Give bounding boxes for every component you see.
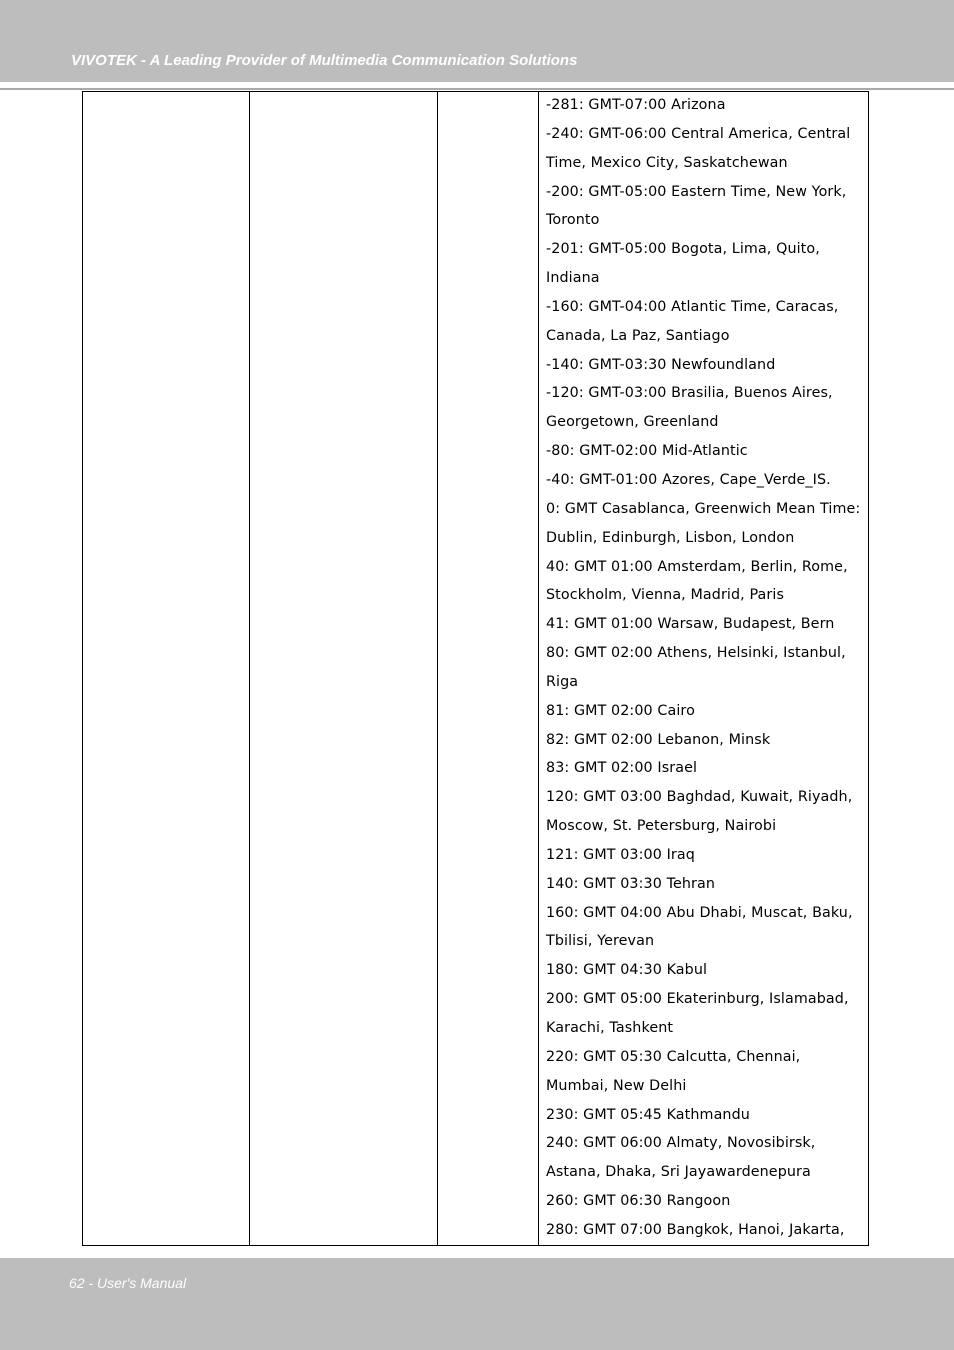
timezone-option <box>546 899 866 957</box>
timezone-option-text: 260: GMT 06:30 Rangoon <box>546 1193 731 1210</box>
header-title: VIVOTEK - A Leading Provider of Multimedia Communication Solutions <box>71 52 578 69</box>
timezone-option-text-continued: Moscow, St. Petersburg, Nairobi <box>546 818 777 835</box>
timezone-option-text: 240: GMT 06:00 Almaty, Novosibirsk, <box>546 1135 816 1152</box>
table-column-divider <box>437 91 438 1246</box>
timezone-option-text: 81: GMT 02:00 Cairo <box>546 702 695 719</box>
timezone-option <box>546 178 866 236</box>
timezone-option-text: -240: GMT-06:00 Central America, Central <box>546 125 851 142</box>
timezone-option-text: 121: GMT 03:00 Iraq <box>546 846 695 863</box>
page-number-label: 62 - User's Manual <box>69 1275 187 1291</box>
timezone-option-text-continued: Stockholm, Vienna, Madrid, Paris <box>546 587 784 604</box>
timezone-option <box>546 985 866 1043</box>
timezone-option-text: -201: GMT-05:00 Bogota, Lima, Quito, <box>546 241 820 258</box>
timezone-option-text-continued: Karachi, Tashkent <box>546 1020 674 1036</box>
timezone-option-text-continued: Canada, La Paz, Santiago <box>546 327 730 344</box>
timezone-option <box>546 639 866 697</box>
timezone-option-text-continued: Time, Mexico City, Saskatchewan <box>546 154 788 171</box>
timezone-option <box>546 956 866 985</box>
timezone-option-text-continued: Astana, Dhaka, Sri Jayawardenepura <box>546 1164 811 1181</box>
timezone-option-text: 80: GMT 02:00 Athens, Helsinki, Istanbul, <box>546 645 846 662</box>
timezone-option <box>546 437 866 466</box>
timezone-option <box>546 610 866 639</box>
timezone-option-text: -140: GMT-03:30 Newfoundland <box>546 356 776 373</box>
timezone-option <box>546 870 866 899</box>
timezone-option <box>546 1101 866 1130</box>
header-divider <box>0 88 954 90</box>
table-column-divider <box>249 91 250 1246</box>
header-band <box>0 0 954 82</box>
timezone-option <box>546 754 866 783</box>
timezone-option-text: 83: GMT 02:00 Israel <box>546 760 698 777</box>
timezone-option <box>546 1216 866 1245</box>
timezone-option-text: -160: GMT-04:00 Atlantic Time, Caracas, <box>546 298 839 315</box>
timezone-option-text: 280: GMT 07:00 Bangkok, Hanoi, Jakarta, <box>546 1221 845 1238</box>
timezone-option-text-continued: Dublin, Edinburgh, Lisbon, London <box>546 529 795 546</box>
timezone-option-text: 40: GMT 01:00 Amsterdam, Berlin, Rome, <box>546 558 848 575</box>
timezone-option-text: 180: GMT 04:30 Kabul <box>546 962 708 979</box>
timezone-option <box>546 726 866 755</box>
timezone-option-text-continued: Tbilisi, Yerevan <box>546 933 655 950</box>
timezone-option-text: 41: GMT 01:00 Warsaw, Budapest, Bern <box>546 616 835 633</box>
timezone-option-text: 82: GMT 02:00 Lebanon, Minsk <box>546 731 771 748</box>
timezone-option <box>546 495 866 553</box>
timezone-option <box>546 697 866 726</box>
timezone-option <box>546 1129 866 1187</box>
timezone-option-text-continued: Toronto <box>546 212 600 229</box>
timezone-option-text: -80: GMT-02:00 Mid-Atlantic <box>546 443 748 460</box>
timezone-option-text: 140: GMT 03:30 Tehran <box>546 875 716 892</box>
footer-band <box>0 1258 954 1350</box>
timezone-option <box>546 841 866 870</box>
timezone-option <box>546 120 866 178</box>
timezone-option-text: 230: GMT 05:45 Kathmandu <box>546 1106 750 1123</box>
timezone-option <box>546 553 866 611</box>
timezone-option <box>546 1187 866 1216</box>
timezone-option-text: 120: GMT 03:00 Baghdad, Kuwait, Riyadh, <box>546 789 853 806</box>
timezone-option <box>546 91 866 120</box>
timezone-option-list <box>546 91 866 1245</box>
timezone-option-text: 200: GMT 05:00 Ekaterinburg, Islamabad, <box>546 991 849 1008</box>
timezone-option-text: 160: GMT 04:00 Abu Dhabi, Muscat, Baku, <box>546 904 853 921</box>
timezone-option <box>546 293 866 351</box>
timezone-option-text: -120: GMT-03:00 Brasilia, Buenos Aires, <box>546 385 833 402</box>
timezone-option <box>546 379 866 437</box>
timezone-option <box>546 351 866 380</box>
timezone-option <box>546 466 866 495</box>
timezone-option-text-continued: Riga <box>546 673 579 690</box>
timezone-option-text-continued: Georgetown, Greenland <box>546 414 719 431</box>
timezone-option-text: 0: GMT Casablanca, Greenwich Mean Time: <box>546 500 861 517</box>
timezone-option <box>546 235 866 293</box>
timezone-option <box>546 1043 866 1101</box>
table-column-divider <box>538 91 539 1246</box>
timezone-option-text: -281: GMT-07:00 Arizona <box>546 97 726 113</box>
timezone-option <box>546 783 866 841</box>
timezone-option-text: -200: GMT-05:00 Eastern Time, New York, <box>546 183 847 200</box>
timezone-option-text-continued: Indiana <box>546 270 600 287</box>
timezone-option-text: -40: GMT-01:00 Azores, Cape_Verde_IS. <box>546 471 831 488</box>
timezone-option-text: 220: GMT 05:30 Calcutta, Chennai, <box>546 1048 801 1065</box>
timezone-option-text-continued: Mumbai, New Delhi <box>546 1077 687 1094</box>
